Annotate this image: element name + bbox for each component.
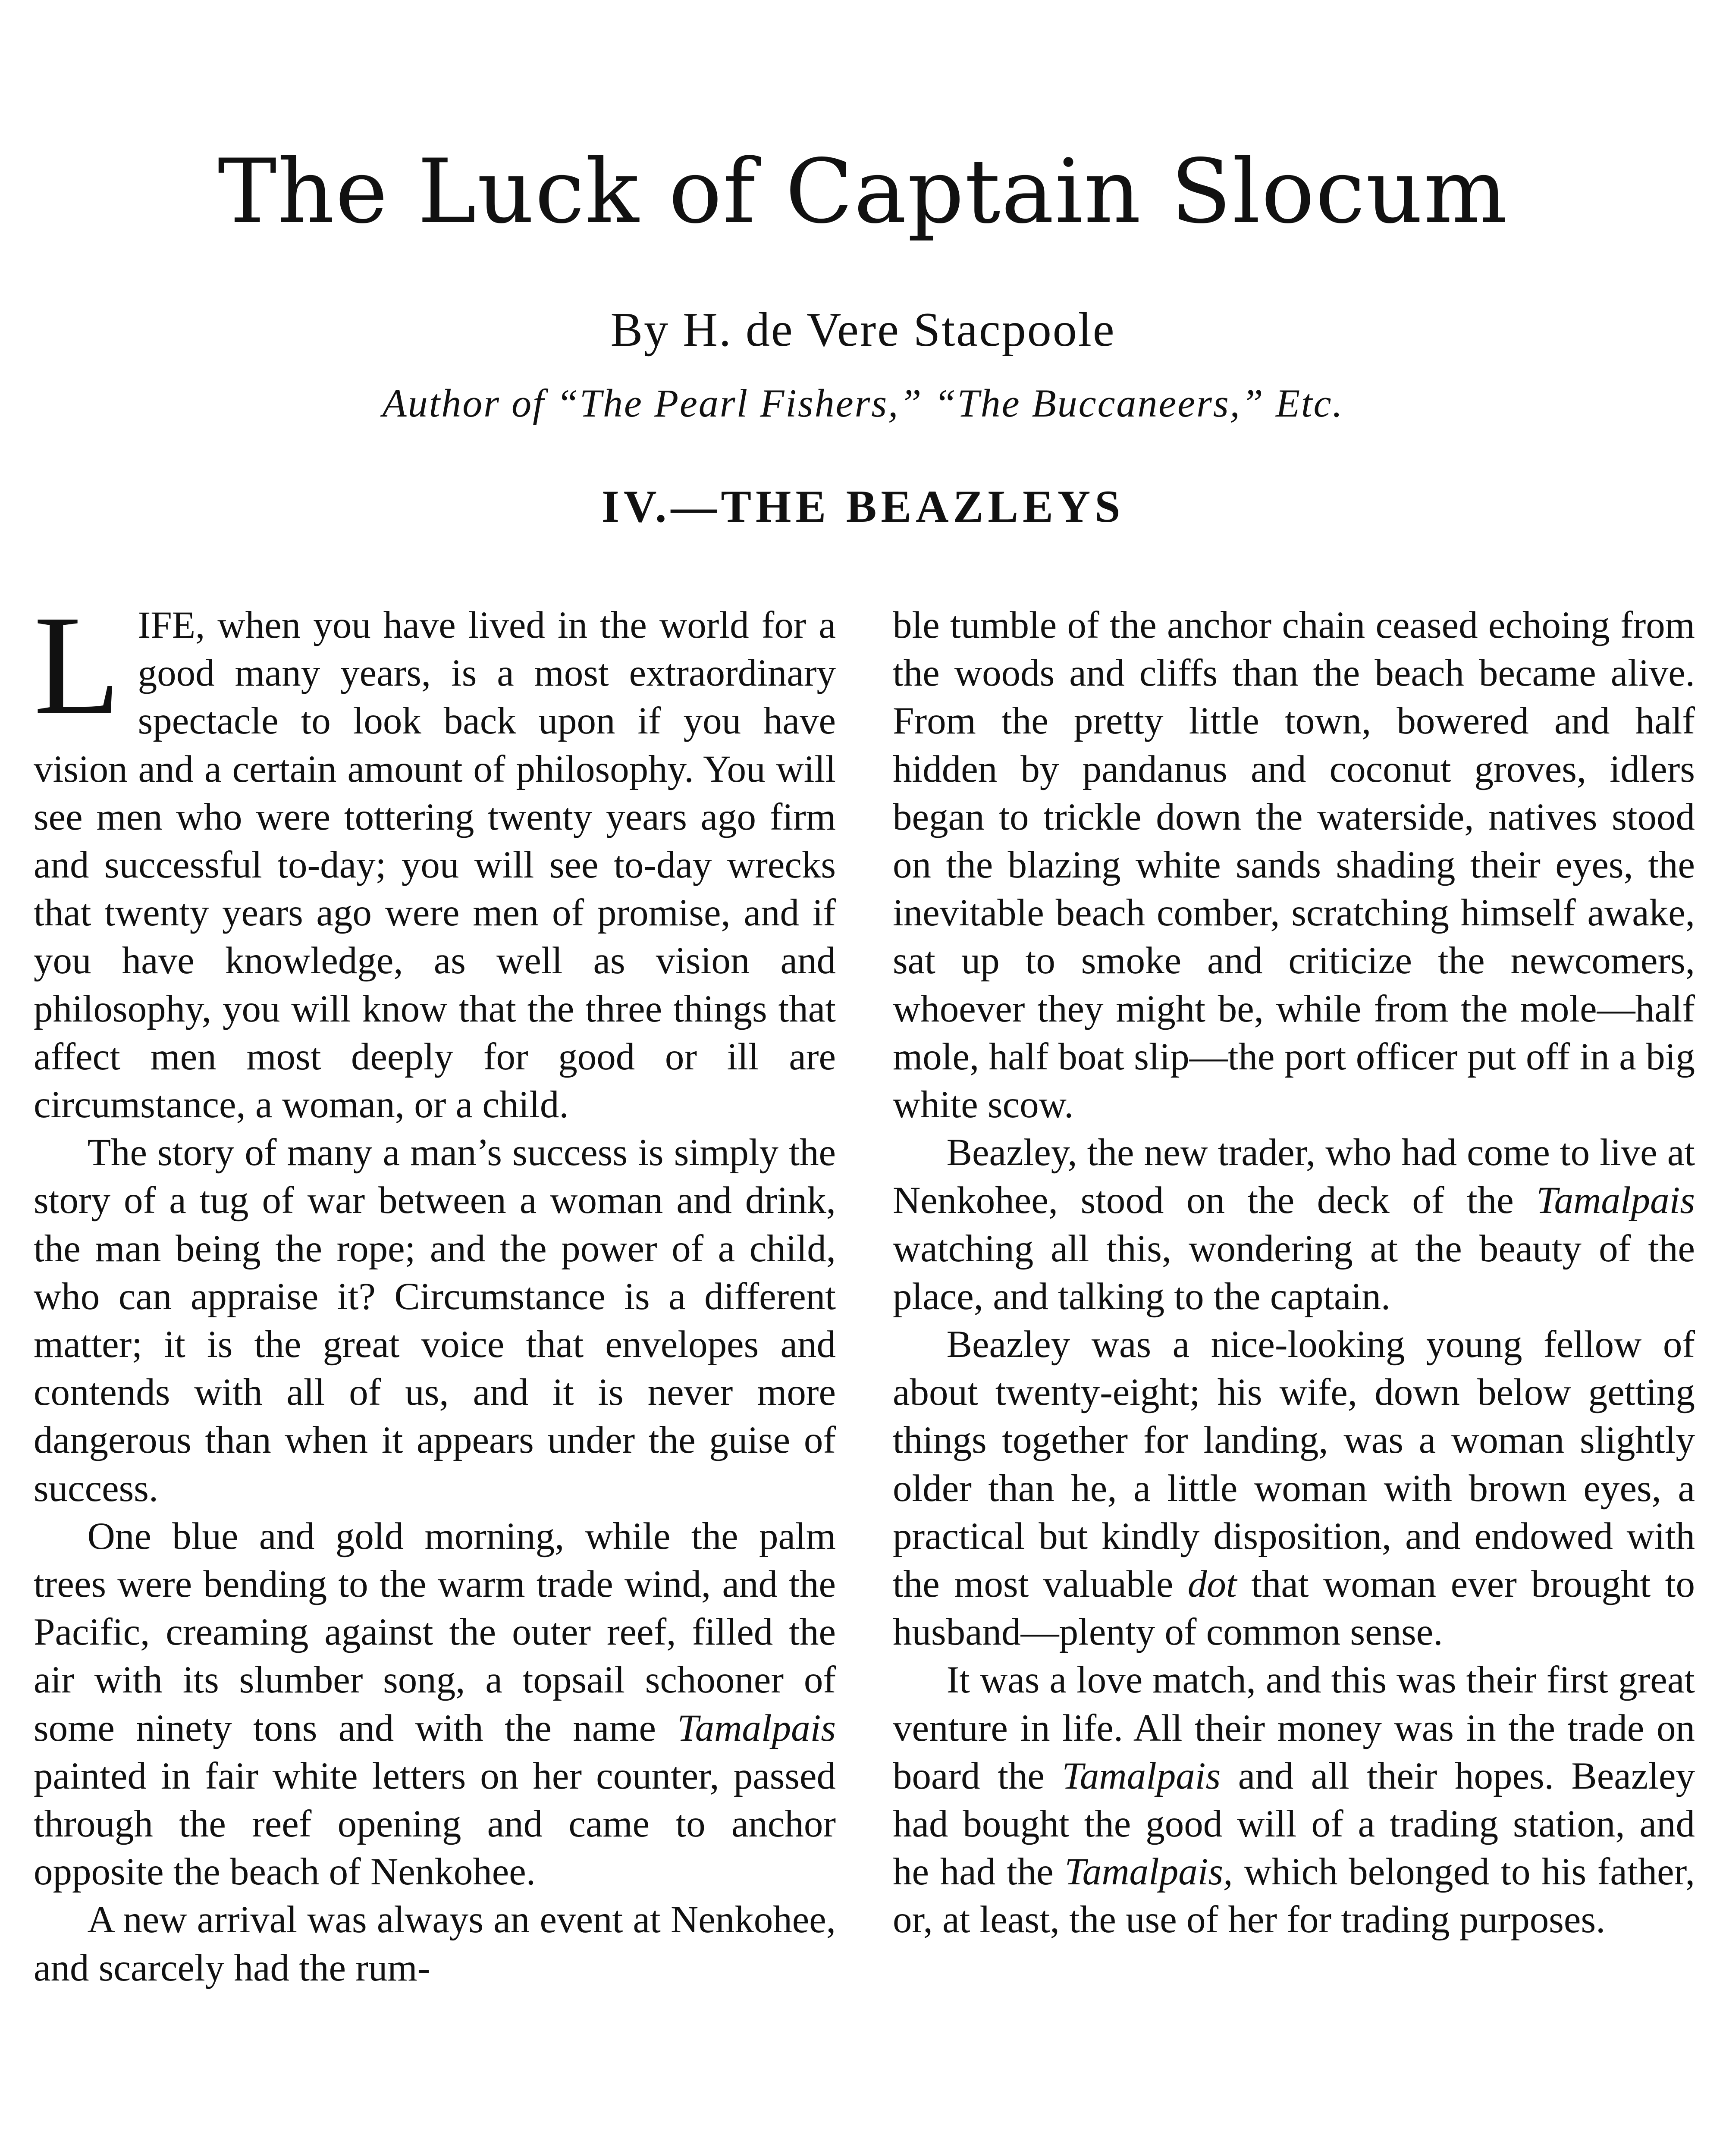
paragraph-text: painted in fair white letters on her counter, passed through the reef opening and came to anchor opposite the beach of Nenkohee. (34, 1755, 836, 1893)
paragraph: ble tumble of the anchor chain ceased echoing from the woods and cliffs than the beach became alive. From the pretty little town, bowered and half hidden by pandanus and coconut groves, idlers began to trickle down the waterside, natives stood on the blazing white sands shading their eyes, the inevitable beach comber, scratching himself awake, sat up to smoke and criticize the newcomers, whoever they might be, while from the mole—half mole, half boat slip—the port officer put off in a big white scow. (893, 604, 1695, 1126)
paragraph-text: It was a love match, and this was their first great venture in life. All their money was in the trade on board the (893, 1659, 1695, 1797)
ship-name: Tamalpais (1062, 1755, 1221, 1797)
paragraph-text: IFE, when you have lived in the world for a good many years, is a most extraordinary spectacle to look back upon if you have vision and a certain amount of philosophy. You will see men who were tottering twenty years ago firm and successful to-day; you will see to-day wrecks that twenty years ago were men of promise, and if you have knowledge, as well as vision and philosophy, you will know that the three things that affect men most deeply for good or ill are circumstance, a woman, or a child. (34, 604, 836, 1126)
paragraph (893, 1129, 1695, 1321)
italic-word: dot (1187, 1563, 1237, 1606)
paragraph-text: One blue and gold morning, while the palm trees were bending to the warm trade wind, and the Pacific, creaming against the outer reef, filled the air with its slumber song, a topsail schooner of some ninety tons and with the name (34, 1515, 836, 1749)
paragraph: The story of many a man’s success is simply the story of a tug of war between a woman and drink, the man being the rope; and the power of a child, who can appraise it? Circumstance is a different matter; it is the great voice that envelopes and contends with all of us, and it is never more dangerous than when it appears under the guise of success. (34, 1131, 836, 1510)
paragraph (893, 1321, 1695, 1656)
drop-cap: L (34, 586, 121, 744)
chapter-heading: IV.—THE BEAZLEYS (601, 481, 1125, 532)
paragraph-text: Beazley, the new trader, who had come to live at Nenkohee, stood on the deck of the (893, 1131, 1695, 1222)
author-credits: Author of “The Pearl Fishers,” “The Buccaneers,” Etc. (382, 381, 1344, 425)
story-title: The Luck of Captain Slocum (217, 141, 1509, 243)
author-byline: By H. de Vere Stacpoole (610, 303, 1116, 357)
left-column (34, 586, 836, 1992)
right-column (893, 602, 1695, 1944)
paragraph-text: and all their hopes. Beazley had bought the good will of a trading station, and he had the (893, 1755, 1695, 1893)
ship-name: Tamalpais (677, 1707, 836, 1749)
paragraph-text: which belonged to his father, or, at least, the use of her for trading purposes. (893, 1851, 1695, 1941)
paragraph: A new arrival was always an event at Nenkohee, and scarcely had the rum- (34, 1899, 836, 1989)
paragraph-text: that woman ever brought to husband—plenty of common sense. (893, 1563, 1695, 1654)
ship-name: Tamalpais, (1064, 1851, 1233, 1893)
paragraph-text: watching all this, wondering at the beauty of the place, and talking to the captain. (893, 1227, 1695, 1318)
paragraph (34, 586, 836, 1129)
ship-name: Tamalpais (1536, 1179, 1695, 1222)
paragraph (34, 1513, 836, 1896)
paragraph-text: Beazley was a nice-looking young fellow of about twenty-eight; his wife, down below getting things together for landing, was a woman slightly older than he, a little woman with brown eyes, a practical but kindly disposition, and endowed with the most valuable (893, 1323, 1695, 1606)
paragraph (893, 1656, 1695, 1944)
